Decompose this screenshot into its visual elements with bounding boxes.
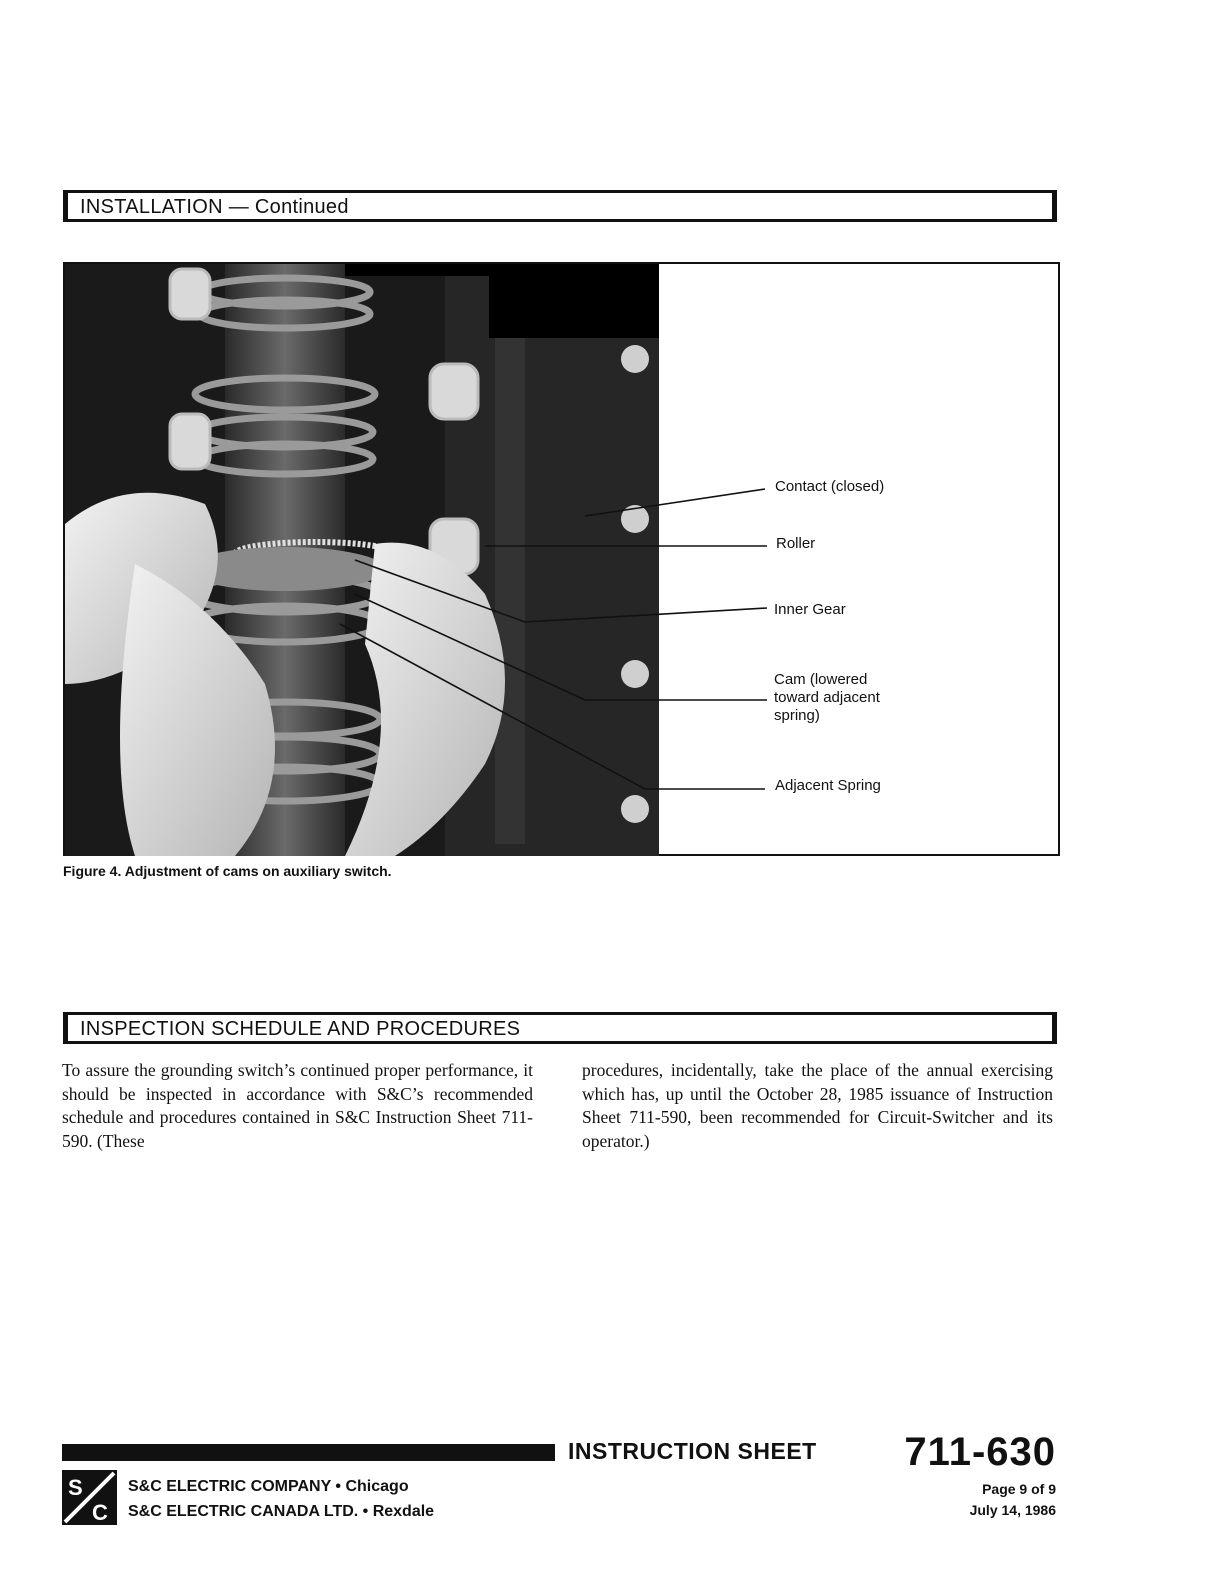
callout-leaders bbox=[65, 264, 1062, 858]
callout-cam-line-3: spring) bbox=[774, 707, 820, 724]
figure-caption: Figure 4. Adjustment of cams on auxiliary switch. bbox=[63, 863, 392, 879]
sc-logo bbox=[62, 1470, 117, 1525]
body-text-right-column: procedures, incidentally, take the place of the annual exercising which has, up until the October 28, 1985 issuance of Instruction Sheet 711-590, been recommended for Circuit-Switcher and its operator.) bbox=[582, 1060, 1053, 1151]
logo-letter-c: C bbox=[92, 1500, 108, 1525]
leader-adjacent-spring bbox=[340, 624, 765, 789]
section-header-inspection: INSPECTION SCHEDULE AND PROCEDURES bbox=[63, 1012, 1057, 1044]
body-text-left-column: To assure the grounding switch’s continued proper performance, it should be inspected in accordance with S&C’s recommended schedule and procedures contained in S&C Instruction Sheet 711-590. (These bbox=[62, 1060, 533, 1151]
footer-doc-type: INSTRUCTION SHEET bbox=[568, 1438, 817, 1464]
leader-inner-gear bbox=[355, 560, 767, 622]
footer-rule bbox=[62, 1444, 555, 1461]
company-line-2: S&C ELECTRIC CANADA LTD. • Rexdale bbox=[128, 1503, 435, 1520]
callout-contact: Contact (closed) bbox=[775, 478, 885, 495]
callout-inner-gear: Inner Gear bbox=[774, 601, 846, 618]
company-line-1: S&C ELECTRIC COMPANY • Chicago bbox=[128, 1478, 409, 1495]
figure-4 bbox=[63, 262, 1060, 856]
leader-contact bbox=[585, 489, 765, 516]
callout-roller: Roller bbox=[776, 535, 816, 552]
footer-doc-number: 711-630 bbox=[904, 1430, 1056, 1474]
callout-cam-line-2: toward adjacent bbox=[774, 689, 880, 706]
logo-letter-s: S bbox=[68, 1475, 83, 1500]
callout-cam bbox=[774, 671, 880, 725]
callout-adjacent-spring: Adjacent Spring bbox=[775, 777, 881, 794]
page-number: Page 9 of 9 bbox=[982, 1481, 1056, 1497]
issue-date: July 14, 1986 bbox=[969, 1502, 1056, 1518]
callout-cam-line-1: Cam (lowered bbox=[774, 671, 868, 688]
section-header-installation: INSTALLATION — Continued bbox=[63, 190, 1057, 222]
leader-cam bbox=[355, 594, 767, 700]
